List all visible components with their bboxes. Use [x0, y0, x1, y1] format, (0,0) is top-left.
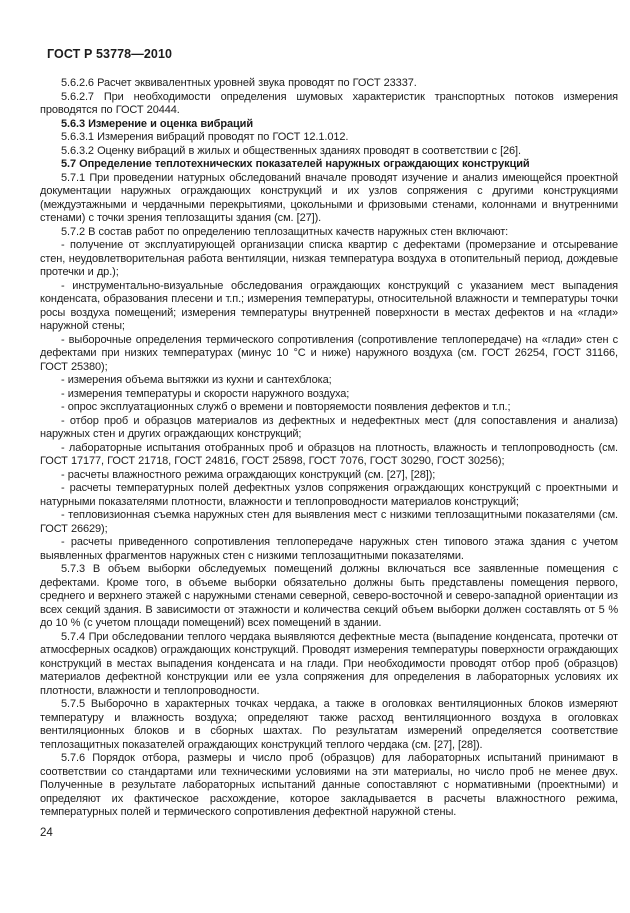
paragraph: - расчеты влажностного режима ограждающих конструкций (см. [27], [28]); [61, 468, 436, 481]
paragraph: 5.6.3.1 Измерения вибраций проводят по ГОСТ 12.1.012. [61, 131, 349, 143]
paragraph: 5.7.6 Порядок отбора, размеры и число проб (образцов) для лабораторных испытаний принимают в соответствии со стандартами или техническими условиями на эти материалы, но число проб не менее двух. Полученные в результате лабораторных испытаний данные сопоставляют с нормативными (проектными) и определяют их фактическое расхождение, которое закладывается в расчеты влажностного режима, температурных полей и термического сопротивления дефектной наружной стены. [40, 752, 618, 818]
paragraph: 5.7.1 При проведении натурных обследований вначале проводят изучение и анализ имеющейся проектной документации наружных ограждающих конструкций и их узлов сопряжения с другими конструкциями (междуэтажными и чердачными перекрытиями, цокольными и фризовыми стенами, колоннами и внутренними стенами) с точки зрения теплозащиты здания (см. [27]). [40, 171, 618, 224]
document-header-standard-number: ГОСТ Р 53778—2010 [47, 47, 173, 61]
paragraph: - измерения температуры и скорости наружного воздуха; [61, 387, 350, 400]
paragraph: 5.6.3.2 Оценку вибраций в жилых и общественных зданиях проводят в соответствии с [26]. [61, 144, 521, 157]
paragraph: 5.7.2 В состав работ по определению теплозащитных качеств наружных стен включают: [61, 225, 509, 238]
paragraph: - расчеты температурных полей дефектных узлов сопряжения ограждающих конструкций с проектными и натурными показателями плотности, влажности и теплопроводности материалов конструкций; [40, 482, 618, 508]
paragraph: - измерения объема вытяжки из кухни и сантехблока; [61, 374, 332, 386]
paragraph: 5.7.4 При обследовании теплого чердака выявляются дефектные места (выпадение конденсата, протечки от атмосферных осадков) ограждающих конструкций. Проводят измерения температуры поверхности ограждающих конструкций в местах выпадения конденсата и на глади. При необходимости проводят отбор проб (образцов) материалов дефектной конструкции или ее узла сопряжения для определения в лабораторных условиях их плотности, влажности и теплопроводности. [40, 630, 618, 697]
paragraph: - лабораторные испытания отобранных проб и образцов на плотность, влажность и теплопроводность (см. ГОСТ 17177, ГОСТ 21718, ГОСТ 24816, ГОСТ 25898, ГОСТ 7076, ГОСТ 30290, ГОСТ 30256); [40, 441, 618, 467]
paragraph: 5.6.2.6 Расчет эквивалентных уровней звука проводят по ГОСТ 23337. [61, 77, 417, 89]
paragraph: - опрос эксплуатационных служб о времени и повторяемости появления дефектов и т.п.; [61, 401, 511, 413]
section-heading: 5.7 Определение теплотехнических показателей наружных ограждающих конструкций [61, 158, 530, 170]
paragraph: 5.6.2.7 При необходимости определения шумовых характеристик транспортных потоков измерения проводятся по ГОСТ 20444. [40, 90, 618, 116]
section-heading: 5.6.3 Измерение и оценка вибраций [61, 117, 253, 130]
document-body [40, 77, 618, 820]
paragraph: - выборочные определения термического сопротивления (сопротивление теплопередаче) на «глади» стен с дефектами при низких температурах (минус 10 °С и ниже) наружного воздуха (см. ГОСТ 26254, ГОСТ 31166, ГОСТ 25380); [40, 333, 618, 373]
paragraph: - тепловизионная съемка наружных стен для выявления мест с низкими теплозащитными показателями (см. ГОСТ 26629); [40, 509, 618, 535]
paragraph: - расчеты приведенного сопротивления теплопередаче наружных стен типового этажа здания с учетом выявленных фрагментов наружных стен с низкими теплозащитными показателями. [40, 536, 618, 562]
paragraph: 5.7.5 Выборочно в характерных точках чердака, а также в оголовках вентиляционных блоков измеряют температуру и влажность воздуха; определяют также расход вентиляционного воздуха в оголовках вентиляционных блоков и в сборных шахтах. По результатам измерений определяется соответствие теплозащитных показателей ограждающих конструкций теплого чердака (см. [27], [28]). [40, 698, 618, 751]
page-number: 24 [40, 827, 53, 839]
paragraph: 5.7.3 В объем выборки обследуемых помещений должны включаться все заявленные помещения с дефектами. Кроме того, в объеме выборки обязательно должны быть представлены помещения первого, среднего и верхнего этажей с наружными стенами северной, северо-восточной и северо-западной ориентации из всех секций здания. В зависимости от этажности и количества секций объем выборки должен составлять от 5 % до 10 % (с учетом площади помещений) всех помещений в здании. [40, 563, 618, 629]
paragraph: - получение от эксплуатирующей организации списка квартир с дефектами (промерзание и отсыревание стен, неудовлетворительная работа вентиляции, низкая температура воздуха в отопительный период, дождевые протечки и др.); [40, 239, 618, 278]
paragraph: - инструментально-визуальные обследования ограждающих конструкций с указанием мест выпадения конденсата, образования плесени и т.п.; измерения температуры, относительной влажности и температуры точки росы воздуха помещений; измерения температуры внутренней поверхности в местах дефектов и на «глади» наружной стены; [40, 279, 618, 332]
paragraph: - отбор проб и образцов материалов из дефектных и недефектных мест (для сопоставления и анализа) наружных стен и других ограждающих конструкций; [40, 414, 618, 440]
